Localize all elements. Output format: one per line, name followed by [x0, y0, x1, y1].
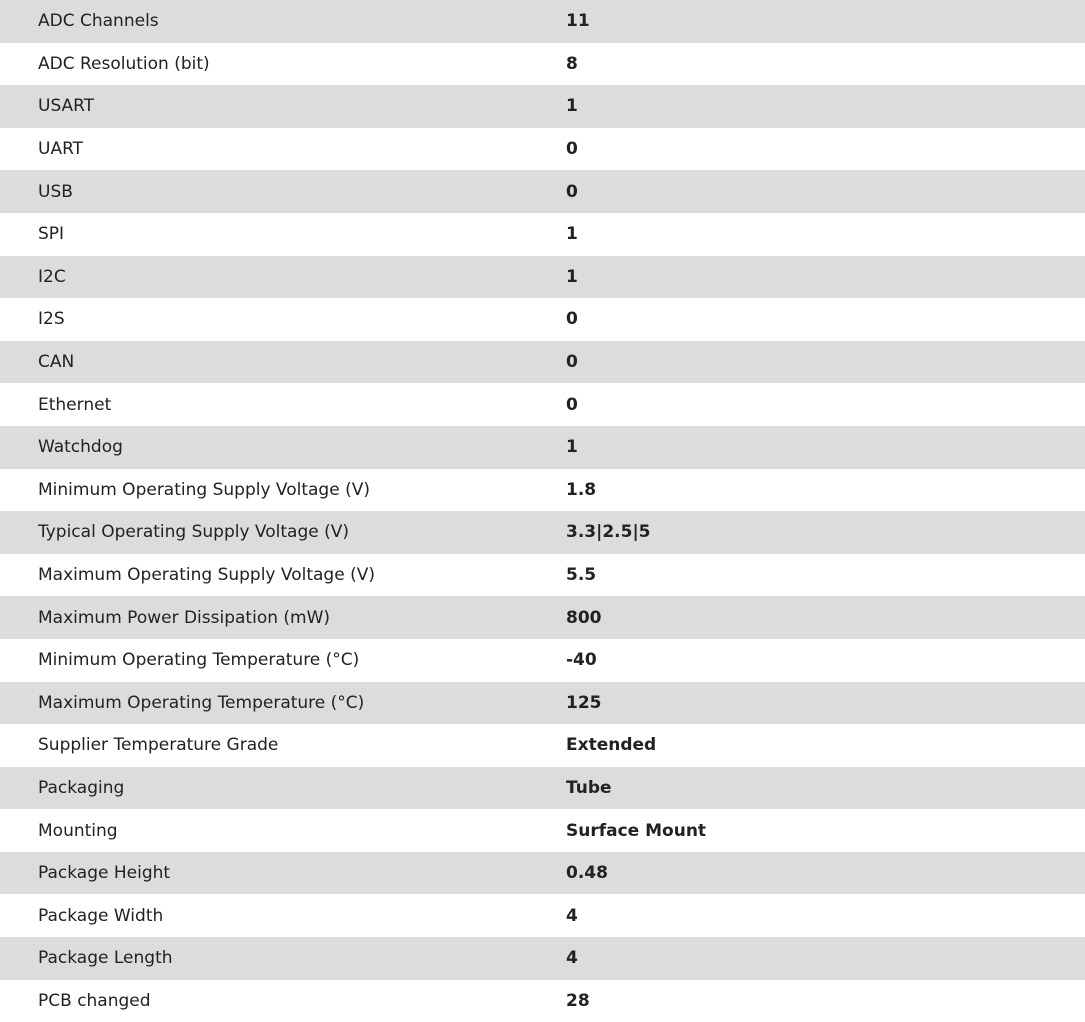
- spec-label: Watchdog: [38, 437, 123, 458]
- spec-value: 28: [566, 990, 590, 1011]
- spec-value: 0: [566, 394, 578, 415]
- spec-label: Package Width: [38, 905, 164, 926]
- spec-value: 0: [566, 309, 578, 330]
- spec-value: 5.5: [566, 565, 597, 586]
- spec-label: CAN: [38, 352, 75, 373]
- spec-row: [0, 43, 1085, 86]
- spec-value: 125: [566, 692, 602, 713]
- spec-value: 1: [566, 437, 578, 458]
- spec-label: ADC Resolution (bit): [38, 53, 210, 74]
- spec-row: [0, 937, 1085, 980]
- spec-label: Packaging: [38, 777, 125, 798]
- spec-label: Maximum Operating Supply Voltage (V): [38, 565, 375, 586]
- spec-value: 11: [566, 11, 590, 32]
- spec-label: Package Height: [38, 863, 171, 884]
- spec-value: Surface Mount: [566, 820, 707, 841]
- spec-value: 8: [566, 53, 578, 74]
- spec-label: Typical Operating Supply Voltage (V): [38, 522, 349, 543]
- spec-value: 3.3|2.5|5: [566, 522, 651, 543]
- spec-value: 1: [566, 266, 578, 287]
- spec-row: [0, 639, 1085, 682]
- spec-row: [0, 724, 1085, 767]
- spec-value: 1.8: [566, 479, 597, 500]
- spec-row: [0, 767, 1085, 810]
- spec-value: -40: [566, 650, 597, 671]
- spec-value: Tube: [566, 777, 612, 798]
- spec-row: [0, 596, 1085, 639]
- spec-row: [0, 170, 1085, 213]
- spec-value: 1: [566, 224, 578, 245]
- spec-label: Minimum Operating Temperature (°C): [38, 650, 360, 671]
- spec-value: 800: [566, 607, 602, 628]
- spec-row: [0, 85, 1085, 128]
- spec-value: 0: [566, 181, 578, 202]
- spec-label: USART: [38, 96, 95, 117]
- spec-label: Mounting: [38, 820, 118, 841]
- spec-row: [0, 383, 1085, 426]
- spec-label: Package Length: [38, 948, 173, 969]
- spec-value: 0: [566, 139, 578, 160]
- spec-row: [0, 511, 1085, 554]
- spec-row: [0, 682, 1085, 725]
- spec-label: UART: [38, 139, 84, 160]
- spec-value: 0.48: [566, 863, 608, 884]
- spec-row: [0, 341, 1085, 384]
- spec-row: [0, 469, 1085, 512]
- spec-label: Minimum Operating Supply Voltage (V): [38, 479, 370, 500]
- spec-row: [0, 298, 1085, 341]
- spec-label: SPI: [38, 224, 65, 245]
- spec-row: [0, 213, 1085, 256]
- spec-value: 1: [566, 96, 578, 117]
- spec-value: Extended: [566, 735, 657, 756]
- spec-row: [0, 128, 1085, 171]
- spec-label: I2S: [38, 309, 65, 330]
- spec-value: 4: [566, 905, 578, 926]
- spec-row: [0, 554, 1085, 597]
- spec-value: 4: [566, 948, 578, 969]
- spec-row: [0, 852, 1085, 895]
- spec-value: 0: [566, 352, 578, 373]
- spec-label: Maximum Operating Temperature (°C): [38, 692, 365, 713]
- spec-label: USB: [38, 181, 73, 202]
- spec-row: [0, 809, 1085, 852]
- spec-label: Maximum Power Dissipation (mW): [38, 607, 331, 628]
- spec-label: Ethernet: [38, 394, 112, 415]
- spec-row: [0, 256, 1085, 299]
- spec-label: PCB changed: [38, 990, 151, 1011]
- spec-row: [0, 980, 1085, 1022]
- spec-label: ADC Channels: [38, 11, 159, 32]
- spec-row: [0, 426, 1085, 469]
- spec-label: Supplier Temperature Grade: [38, 735, 279, 756]
- spec-label: I2C: [38, 266, 66, 287]
- spec-row: [0, 0, 1085, 43]
- spec-row: [0, 894, 1085, 937]
